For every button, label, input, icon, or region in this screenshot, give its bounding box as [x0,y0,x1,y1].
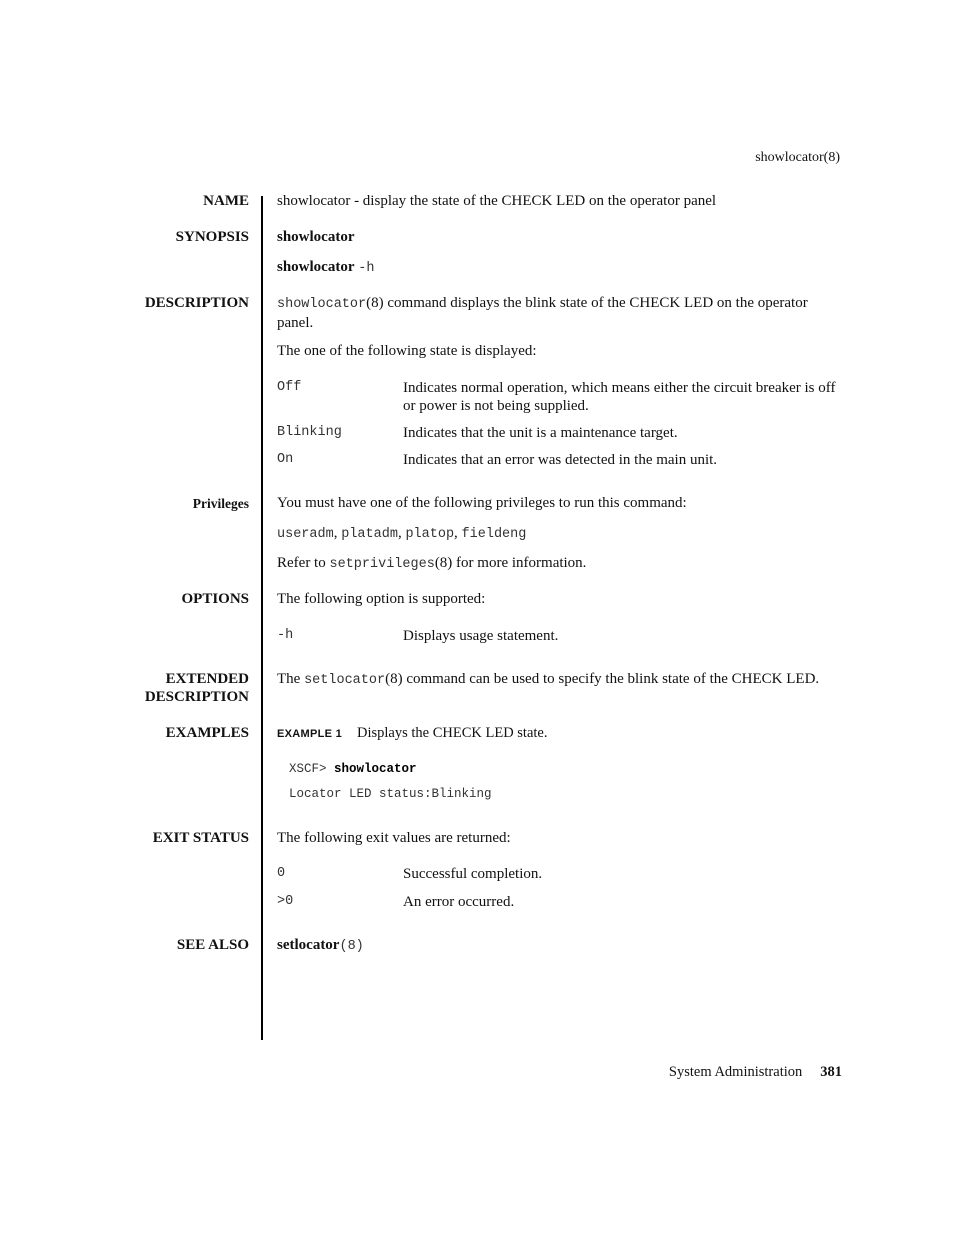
state-term: Blinking [277,425,342,440]
page-footer [669,1064,842,1081]
name-heading: NAME [203,193,249,209]
extended-command: setlocator [304,673,386,688]
see-also-heading: SEE ALSO [176,937,249,953]
description-para-2: The one of the following state is displayed: [277,343,537,359]
privileges-para-1: You must have one of the following privileges to run this command: [277,495,687,511]
options-heading: OPTIONS [181,591,249,607]
extended-heading-line-1: EXTENDED [165,671,249,687]
example-command: showlocator [334,762,417,776]
example-output: Locator LED status:Blinking [289,787,492,801]
extended-heading-line-2: DESCRIPTION [144,689,249,705]
name-text: showlocator - display the state of the CHECK LED on the operator panel [277,193,717,209]
state-term: Off [277,380,302,395]
refer-prefix: Refer to [277,555,330,571]
state-definition: Indicates that the unit is a maintenance target. [403,425,678,441]
exit-definition: An error occurred. [403,894,515,910]
state-term: On [277,452,294,467]
see-also-command: setlocator [277,937,340,953]
see-also-ref [277,936,842,956]
privileges-heading: Privileges [192,496,249,511]
example-number: EXAMPLE 1 [277,728,343,740]
running-header: showlocator(8) [755,150,840,165]
example-command-line [289,761,417,777]
privileges-refer [277,554,842,574]
description-command: showlocator [277,297,367,312]
privileges-list [277,524,842,544]
description-para-1 [277,294,842,332]
description-para-1-text: (8) command displays the blink state of the CHECK LED on the operator panel. [277,295,808,331]
synopsis-command: showlocator [277,259,355,275]
options-para: The following option is supported: [277,591,486,607]
exit-value: >0 [277,894,294,909]
book-title: System Administration [668,1064,803,1080]
see-also-section: (8) [339,939,364,954]
extended-para [277,670,842,690]
extended-prefix: The [277,671,305,687]
exit-status-para: The following exit values are returned: [277,830,511,846]
exit-definition: Successful completion. [403,866,543,882]
refer-command: setprivileges [329,557,435,572]
state-definition: Indicates normal operation, which means either the circuit breaker is off or power is not being supplied. [403,380,836,414]
synopsis-option: -h [358,261,375,276]
privilege: platop [405,527,455,542]
privilege: useradm [277,527,334,542]
synopsis-command: showlocator [277,229,355,245]
separator: , [333,525,338,541]
state-definition: Indicates that an error was detected in the main unit. [403,452,718,468]
exit-value: 0 [277,866,286,881]
example-title: Displays the CHECK LED state. [357,725,548,741]
exit-status-heading: EXIT STATUS [152,830,249,846]
synopsis-heading: SYNOPSIS [175,229,249,245]
synopsis-line-2 [277,258,842,278]
extended-suffix: (8) command can be used to specify the blink state of the CHECK LED. [385,671,820,687]
privilege: platadm [341,527,398,542]
description-heading: DESCRIPTION [144,295,249,311]
separator: , [397,525,402,541]
margin-rule [261,196,263,1040]
privilege: fieldeng [461,527,527,542]
examples-heading: EXAMPLES [165,725,249,741]
synopsis-line-1 [277,228,842,246]
refer-suffix: (8) for more information. [434,555,587,571]
example-caption [277,724,548,743]
page-number: 381 [820,1064,842,1080]
option-term: -h [277,628,294,643]
shell-prompt: XSCF> [289,762,335,776]
separator: , [454,525,458,541]
option-definition: Displays usage statement. [403,628,559,644]
